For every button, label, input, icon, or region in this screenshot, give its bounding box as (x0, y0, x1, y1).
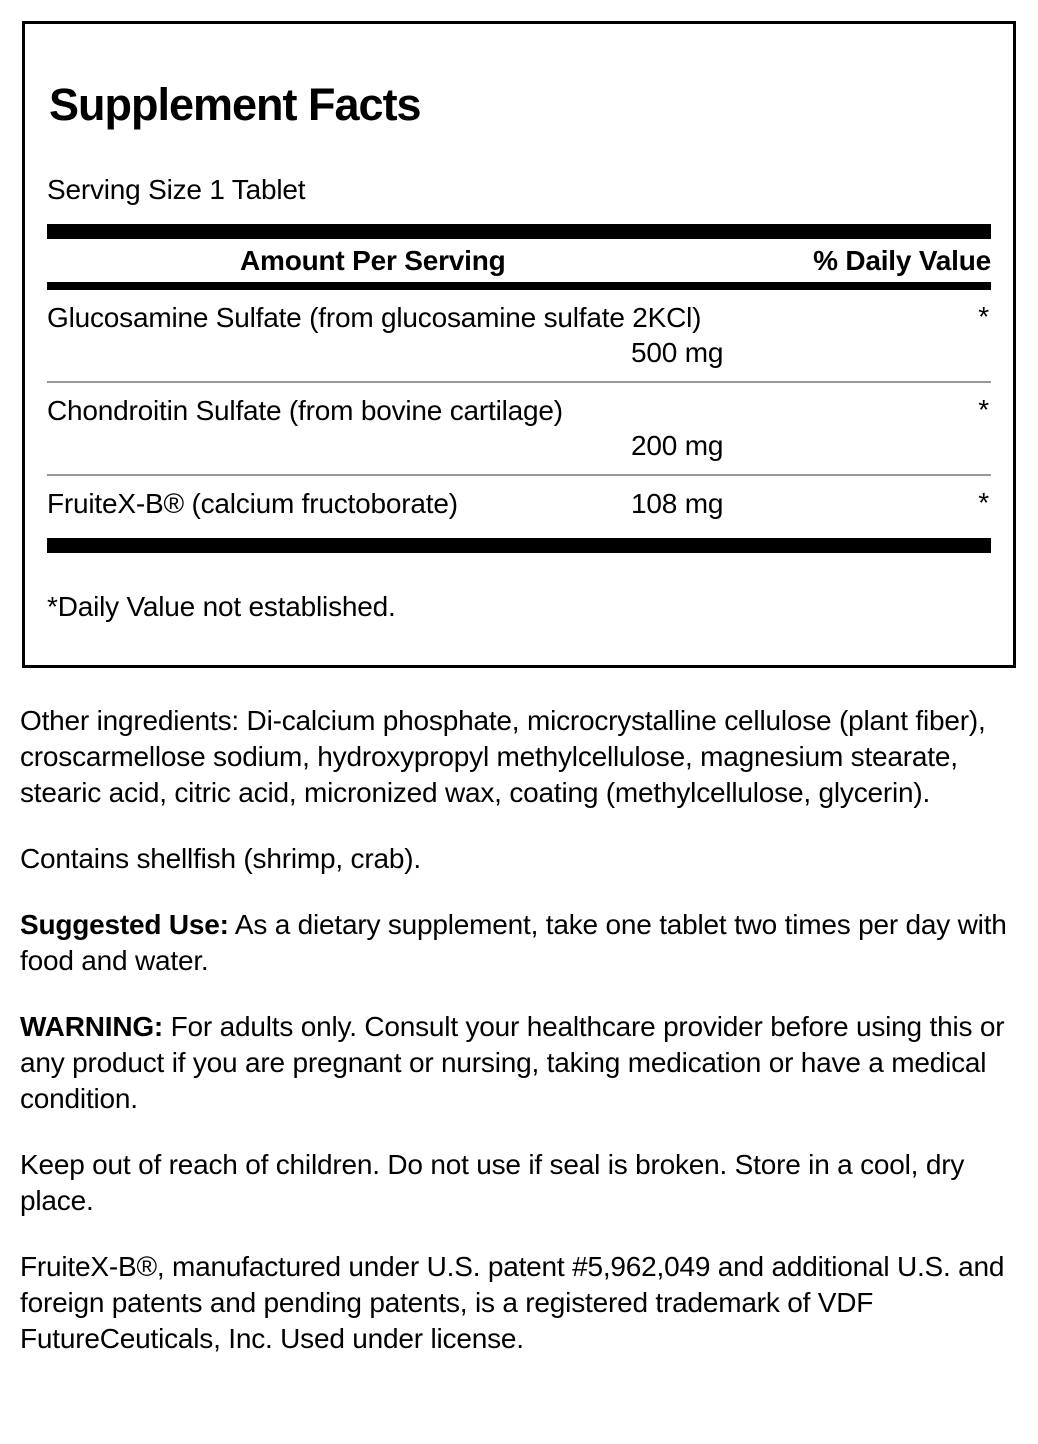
nutrient-name: FruiteX-B® (calcium fructoborate) (47, 487, 458, 519)
serving-size: Serving Size 1 Tablet (47, 173, 306, 205)
nutrient-amount: 108 mg (631, 487, 724, 519)
panel-title: Supplement Facts (49, 79, 421, 130)
daily-value-asterisk: * (978, 300, 989, 332)
daily-value-header: % Daily Value (813, 244, 991, 276)
suggested-use-text: As a dietary supplement, take one tablet two times per day with food and water. (20, 908, 1007, 976)
storage-paragraph: Keep out of reach of children. Do not use if seal is broken. Store in a cool, dry place. (20, 1148, 965, 1216)
trademark-paragraph: FruiteX-B®, manufactured under U.S. patent #5,962,049 and additional U.S. and foreign patents and pending patents, is a registered trademark of VDF FutureCeuticals, Inc. Used under license. (20, 1250, 1005, 1354)
warning-paragraph (20, 1009, 1022, 1117)
divider-bar-bottom (47, 538, 991, 553)
allergen-paragraph: Contains shellfish (shrimp, crab). (20, 842, 421, 874)
warning-label: WARNING: (20, 1010, 164, 1042)
divider-bar-header (47, 282, 991, 290)
table-header-row (47, 239, 991, 282)
nutrient-amount: 500 mg (631, 336, 724, 368)
nutrient-name: Chondroitin Sulfate (from bovine cartilage) (47, 394, 563, 426)
daily-value-asterisk: * (978, 393, 989, 425)
nutrient-amount: 200 mg (631, 429, 724, 461)
label-info-section (20, 703, 1022, 1357)
nutrient-row-chondroitin (47, 383, 991, 476)
divider-bar-top (47, 224, 991, 239)
suggested-use-label: Suggested Use: (20, 908, 229, 940)
daily-value-footnote: *Daily Value not established. (47, 590, 396, 622)
suggested-use-paragraph (20, 907, 1022, 979)
warning-text: For adults only. Consult your healthcare provider before using this or any product if you are pregnant or nursing, taking medication or have a medical condition. (20, 1010, 1005, 1114)
other-ingredients-paragraph: Other ingredients: Di-calcium phosphate, microcrystalline cellulose (plant fiber), croscarmellose sodium, hydroxypropyl methylcellulose, magnesium stearate, stearic acid, citric acid, micronized wax, coating (methylcellulose, glycerin). (20, 704, 986, 808)
nutrient-row-fruitex-b (47, 476, 991, 538)
daily-value-asterisk: * (978, 486, 989, 518)
nutrient-name: Glucosamine Sulfate (from glucosamine sulfate 2KCl) (47, 301, 702, 333)
amount-per-serving-header: Amount Per Serving (240, 244, 506, 276)
supplement-facts-panel (22, 21, 1016, 668)
nutrient-row-glucosamine (47, 290, 991, 383)
